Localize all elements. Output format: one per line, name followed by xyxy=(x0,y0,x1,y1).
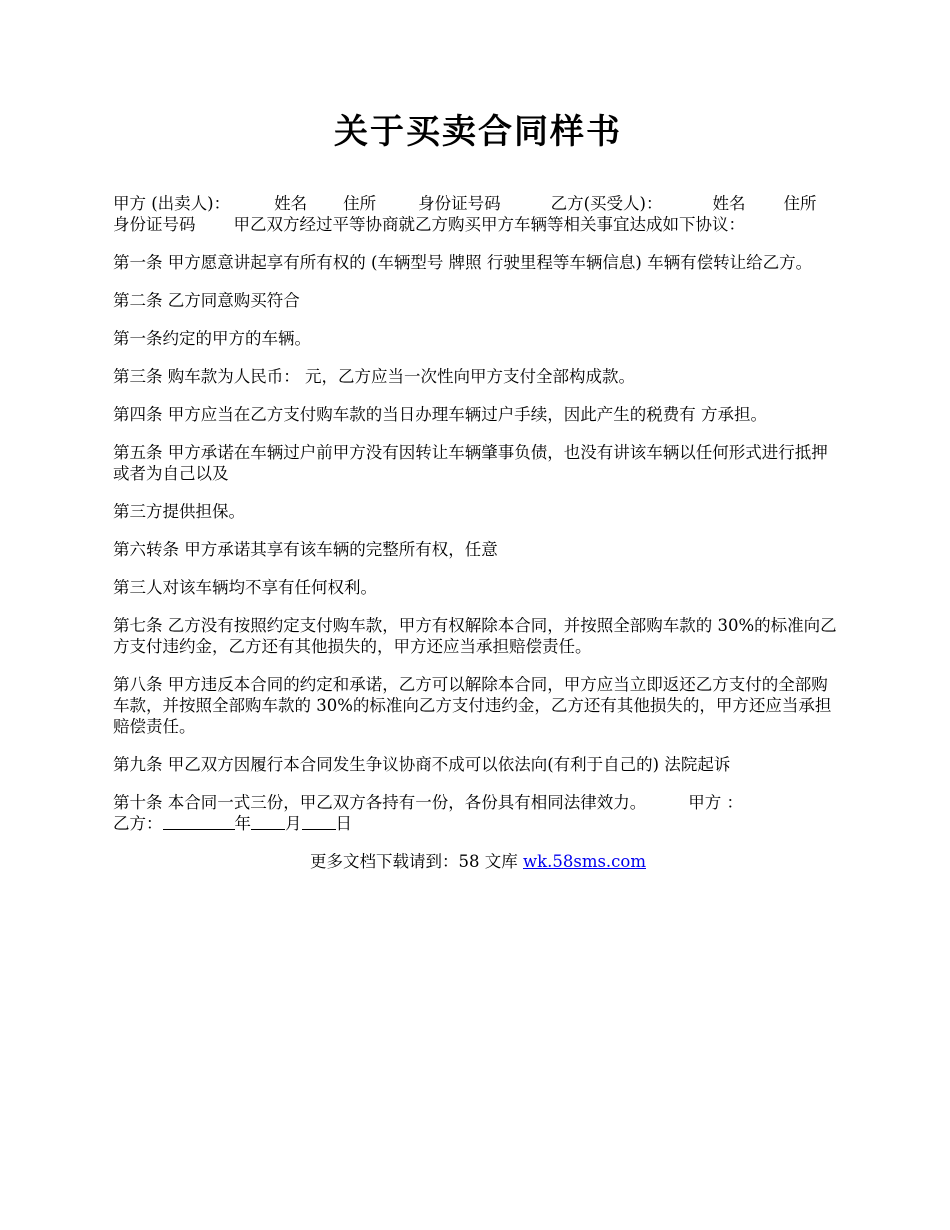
buyer-name-label: 姓名 xyxy=(712,193,746,213)
clause: 第一条约定的甲方的车辆。 xyxy=(113,328,311,348)
clause: 第九条 甲乙双方因履行本合同发生争议协商不成可以依法向(有利于自己的) 法院起诉 xyxy=(113,754,731,774)
clause: 第七条 乙方没有按照约定支付购车款，甲方有权解除本合同，并按照全部购车款的 30%的标准向乙方支付违约金，乙方还有其他损失的，甲方还应当承担赔偿责任。 xyxy=(113,615,837,656)
year-blank[interactable] xyxy=(163,814,235,830)
seller-label: 甲方 (出卖人)： xyxy=(113,193,231,213)
clause: 第八条 甲方违反本合同的约定和承诺，乙方可以解除本合同，甲方应当立即返还乙方支付的全部购车款，并按照全部购车款的 30%的标准向乙方支付违约金，乙方还有其他损失的，甲方还应当承担赔偿责任。 xyxy=(113,674,832,736)
footer-text: 更多文档下载请到：58 文库 xyxy=(309,851,523,871)
seller-id-label: 身份证号码 xyxy=(418,193,501,213)
final-clause xyxy=(113,792,843,834)
month-label: 月 xyxy=(285,813,302,833)
buyer-label: 乙方(买受人)： xyxy=(550,193,663,213)
clause: 第三方提供担保。 xyxy=(113,501,245,521)
clause: 第三条 购车款为人民币： 元，乙方应当一次性向甲方支付全部构成款。 xyxy=(113,366,635,386)
clause: 第四条 甲方应当在乙方支付购车款的当日办理车辆过户手续，因此产生的税费有 方承担。 xyxy=(113,404,767,424)
party-a-signature-label: 甲方 ： xyxy=(688,792,743,812)
document-page xyxy=(113,112,843,889)
seller-name-label: 姓名 xyxy=(274,193,308,213)
day-label: 日 xyxy=(335,813,352,833)
clause: 第五条 甲方承诺在车辆过户前甲方没有因转让车辆肇事负债，也没有讲该车辆以任何形式进行抵押或者为自己以及 xyxy=(113,442,828,483)
clause: 第三人对该车辆均不享有任何权利。 xyxy=(113,577,377,597)
final-clause-text: 第十条 本合同一式三份，甲乙双方各持有一份，各份具有相同法律效力。 xyxy=(113,792,647,812)
month-blank[interactable] xyxy=(251,814,285,830)
clause: 第一条 甲方愿意讲起享有所有权的 (车辆型号 牌照 行驶里程等车辆信息) 车辆有偿转让给乙方。 xyxy=(113,252,813,272)
day-blank[interactable] xyxy=(302,814,336,830)
agreement-intro: 甲乙双方经过平等协商就乙方购买甲方车辆等相关事宜达成如下协议： xyxy=(233,214,745,234)
seller-address-label: 住所 xyxy=(343,193,377,213)
parties-paragraph xyxy=(113,193,843,235)
clause: 第六转条 甲方承诺其享有该车辆的完整所有权，任意 xyxy=(113,539,498,559)
year-label: 年 xyxy=(234,813,251,833)
party-b-signature-label: 乙方： xyxy=(113,813,163,833)
footer xyxy=(113,851,843,872)
buyer-id-label: 身份证号码 xyxy=(113,214,196,234)
buyer-address-label: 住所 xyxy=(783,193,817,213)
clause: 第二条 乙方同意购买符合 xyxy=(113,290,300,310)
document-title: 关于买卖合同样书 xyxy=(334,112,622,152)
footer-link[interactable]: wk.58sms.com xyxy=(522,851,646,871)
